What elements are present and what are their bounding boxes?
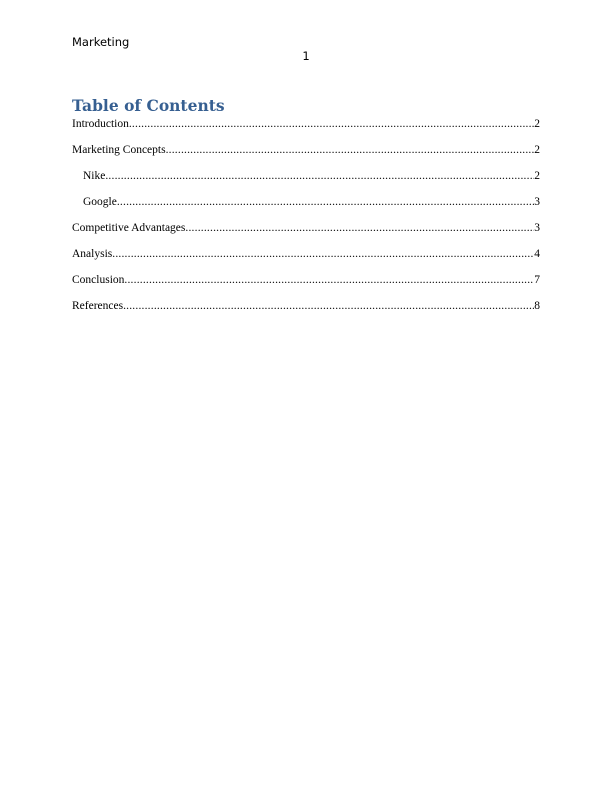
toc-entry-introduction[interactable] <box>72 116 540 142</box>
toc-dot-leader <box>117 194 534 210</box>
toc-entry-page: 8 <box>534 300 540 312</box>
toc-entry-nike[interactable] <box>72 168 540 194</box>
toc-heading: Table of Contents <box>72 96 225 115</box>
toc-entry-page: 4 <box>534 248 540 260</box>
toc-entry-label: Conclusion <box>72 274 125 286</box>
toc-entry-page: 2 <box>534 118 540 130</box>
toc-dot-leader <box>129 116 534 132</box>
toc-entry-label: Introduction <box>72 118 129 130</box>
toc-dot-leader <box>166 142 535 158</box>
toc-entry-page: 2 <box>534 170 540 182</box>
toc-entry-label: Nike <box>83 170 106 182</box>
running-head: Marketing <box>72 35 130 49</box>
toc-entry-label: Analysis <box>72 248 113 260</box>
page-number: 1 <box>302 49 310 63</box>
toc-dot-leader <box>123 298 534 314</box>
toc-entry-google[interactable] <box>72 194 540 220</box>
toc-entry-page: 3 <box>534 196 540 208</box>
toc-entry-conclusion[interactable] <box>72 272 540 298</box>
toc-entry-analysis[interactable] <box>72 246 540 272</box>
toc-dot-leader <box>124 272 534 288</box>
toc-list <box>72 116 540 324</box>
toc-entry-competitive-advantages[interactable] <box>72 220 540 246</box>
toc-entry-page: 2 <box>534 144 540 156</box>
toc-dot-leader <box>105 168 534 184</box>
toc-entry-label: Marketing Concepts <box>72 144 166 156</box>
toc-entry-label: Competitive Advantages <box>72 222 186 234</box>
toc-entry-label: Google <box>83 196 117 208</box>
toc-entry-page: 3 <box>534 222 540 234</box>
toc-entry-marketing-concepts[interactable] <box>72 142 540 168</box>
toc-entry-page: 7 <box>534 274 540 286</box>
toc-entry-label: References <box>72 300 124 312</box>
toc-entry-references[interactable] <box>72 298 540 324</box>
toc-dot-leader <box>185 220 534 236</box>
toc-dot-leader <box>112 246 534 262</box>
